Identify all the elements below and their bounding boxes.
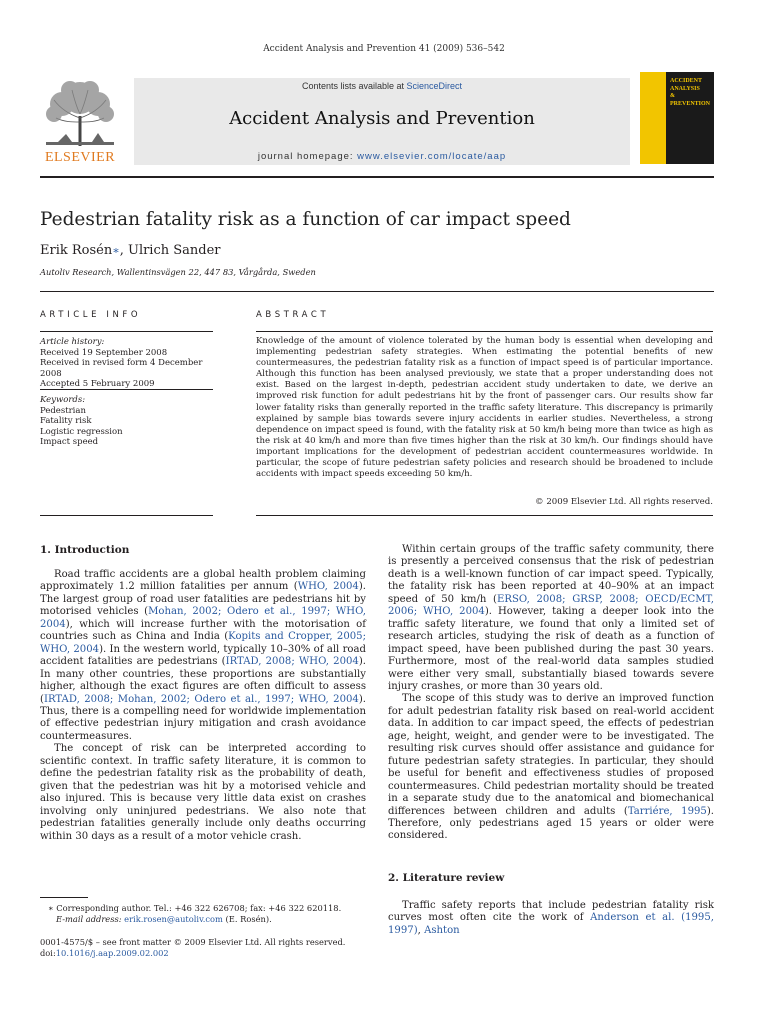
footnote-rule (40, 897, 88, 898)
doi-line: doi:10.1016/j.aap.2009.02.002 (40, 948, 169, 958)
citation-link[interactable]: Kopits and Cropper, 2005; WHO, 2004 (40, 631, 366, 655)
paragraph: The concept of risk can be interpreted according to scientific context. In traffic safety literature, it is common to define the pedestrian fatality risk as the probability of death, given that the pedestrian was hit by a motorised vehicle and also injured. This is because very little data exist on crashes involving only uninjured pedestrians. We also note that pedestrian fatalities generally include only deaths occurring within 30 days as a result of a motor vehicle crash. (40, 743, 366, 842)
citation-link[interactable]: Ashton (424, 924, 460, 936)
title-rule (40, 291, 714, 292)
authors-line (40, 243, 740, 258)
contents-prefix: Contents lists available at (301, 81, 407, 91)
journal-title: Accident Analysis and Prevention (229, 108, 535, 129)
paragraph: Road traffic accidents are a global health problem claiming approximately 1.2 million fatalities per annum (WHO, 2004). The largest group of road user fatalities are pedestrians hit by motorised vehicles (Mohan, 2002; Odero et al., 1997; WHO, 2004), which will increase further with the motorisation of countries such as China and India (Kopits and Cropper, 2005; WHO, 2004). In the western world, typically 10–30% of all road accident fatalities are pedestrians (IRTAD, 2008; WHO, 2004). In many other countries, these proportions are substantially higher, although the exact figures are often difficult to assess (IRTAD, 2008; Mohan, 2002; Odero et al., 1997; WHO, 2004). Thus, there is a compelling need for worldwide implementation of effective pedestrian injury mitigation and crash avoidance countermeasures. (40, 569, 366, 742)
abstract-text: Knowledge of the amount of violence tolerated by the human body is essential when developing and implementing pedestrian safety strategies. When estimating the potential benefits of new countermeasures, the pedestrian fatality risk as a function of impact speed is of particular importance. Although this function has been analysed previously, we state that a proper understanding does not exist. Based on the largest in-depth, pedestrian accident study undertaken to date, we derive an improved risk function for adult pedestrians hit by the front of passenger cars. Our results show far lower fatality risks than generally reported in the traffic safety literature. This discrepancy is primarily explained by sample bias towards severe injury accidents in earlier studies. Nevertheless, a strong dependence on impact speed is found, with the fatality risk at 50 km/h being more than twice as high as the risk at 40 km/h and more than five times higher than the risk at 30 km/h. Our findings should have important implications for the development of pedestrian accident countermeasures worldwide. In particular, the scope of future pedestrian safety policies and research should be broadened to include accidents with impact speeds exceeding 50 km/h. (256, 336, 713, 480)
keyword-item: Logistic regression (40, 426, 123, 437)
email-link[interactable]: erik.rosen@autoliv.com (124, 913, 223, 924)
citation-link[interactable]: IRTAD, 2008; WHO, 2004 (225, 656, 359, 668)
accepted-date: Accepted 5 February 2009 (40, 379, 155, 389)
homepage-line (134, 151, 630, 162)
sciencedirect-link[interactable]: ScienceDirect (406, 81, 463, 91)
copyright-notice: © 2009 Elsevier Ltd. All rights reserved. (535, 497, 713, 507)
body-column-right (388, 544, 714, 843)
section-heading-literature-review: 2. Literature review (388, 872, 505, 884)
cover-line: & (670, 93, 675, 99)
author-rosen[interactable]: Erik Rosén (40, 243, 113, 258)
literature-review-text (388, 900, 714, 937)
citation-link[interactable]: IRTAD, 2008; Mohan, 2002; Odero et al., 1997; WHO, 2004 (43, 693, 359, 705)
paragraph: Traffic safety reports that include pedestrian fatality risk curves most often cite the work of Anderson et al. (1995, 1997), Ashton (388, 900, 714, 936)
corresponding-author-mark[interactable]: ∗ (112, 244, 120, 257)
received-date: Received 19 September 2008 (40, 347, 168, 358)
cover-line: ANALYSIS (670, 85, 700, 92)
paragraph: Within certain groups of the traffic safety community, there is presently a perceived consensus that the risk of pedestrian death is a well-known function of car impact speed. Typically, the fatality risk has been reported at 40–90% at an impact speed of 50 km/h (ERSO, 2008; GRSP, 2008; OECD/ECMT, 2006; WHO, 2004). However, taking a deeper look into the traffic safety literature, we found that only a limited set of research articles, studying the risk of death as a function of impact speed, have been published during the past 30 years. Furthermore, most of the real-world data samples studied were either very small, substantially biased towards severe injury crashes, or more than 30 years old. (388, 544, 714, 692)
journal-citation: Accident Analysis and Prevention 41 (2009) 536–542 (263, 44, 505, 54)
cover-title (670, 78, 714, 108)
abstract-bottom-rule (256, 515, 713, 516)
email-label: E-mail address: (56, 913, 125, 924)
article-history (40, 337, 215, 390)
header-rule (40, 176, 714, 178)
cover-line: PREVENTION (670, 100, 711, 107)
issn-block (40, 937, 370, 959)
keywords (40, 395, 215, 448)
front-matter-line: 0001-4575/$ – see front matter © 2009 Elsevier Ltd. All rights reserved. (40, 937, 346, 947)
citation-link[interactable]: Anderson et al. (1995, 1997) (388, 912, 714, 936)
contents-line (134, 81, 630, 91)
author-sander: , Ulrich Sander (119, 243, 221, 258)
info-bottom-rule (40, 515, 213, 516)
history-label: Article history: (40, 337, 105, 347)
footnote-mark: ∗ (48, 903, 54, 913)
homepage-prefix: journal homepage: (257, 151, 358, 162)
article-title: Pedestrian fatality risk as a function of car impact speed (40, 209, 571, 230)
cover-line: ACCIDENT (670, 78, 703, 84)
keywords-rule (40, 389, 213, 390)
citation-link[interactable]: WHO, 2004 (297, 581, 359, 593)
citation-link[interactable]: Mohan, 2002; Odero et al., 1997; WHO, 2004 (40, 606, 366, 630)
publisher-wordmark: ELSEVIER (44, 150, 116, 165)
cover-yellow-strip (640, 72, 666, 164)
corresponding-author-footnote (40, 903, 370, 924)
footnote-email-line: E-mail address: erik.rosen@autoliv.com (E. Rosén). (56, 913, 272, 924)
footnote-line: ∗ Corresponding author. Tel.: +46 322 626708; fax: +46 322 620118. (48, 903, 342, 913)
keyword-item: Fatality risk (40, 416, 92, 426)
body-column-left (40, 569, 366, 843)
keywords-label: Keywords: (40, 395, 86, 405)
abstract-rule (256, 331, 713, 332)
citation-link[interactable]: Tarriére, 1995 (627, 805, 707, 817)
paragraph: The scope of this study was to derive an improved function for adult pedestrian fatality risk based on real-world accident data. In addition to car impact speed, the effects of pedestrian age, height, weight, and gender were to be investigated. The resulting risk curves should offer assistance and guidance for future pedestrian safety strategies. In particular, they should be useful for benefit and effectiveness studies of proposed countermeasures. Child pedestrian mortality should be treated in a separate study due to the anatomical and biomechanical differences between children and adults (Tarriére, 1995). Therefore, only pedestrians aged 15 years or older were considered. (388, 693, 714, 842)
article-info-heading: ARTICLE INFO (40, 310, 142, 320)
keyword-item: Impact speed (40, 437, 99, 447)
affiliation: Autoliv Research, Wallentinsvägen 22, 447 83, Vårgårda, Sweden (40, 267, 316, 277)
citation-link[interactable]: ERSO, 2008; GRSP, 2008; OECD/ECMT, 2006; WHO, 2004 (388, 593, 714, 618)
section-heading-introduction: 1. Introduction (40, 544, 130, 556)
doi-link[interactable]: 10.1016/j.aap.2009.02.002 (55, 948, 169, 958)
revised-date: Received in revised form 4 December 2008 (40, 358, 203, 379)
keyword-item: Pedestrian (40, 405, 86, 416)
journal-cover-thumbnail (640, 72, 714, 164)
homepage-link[interactable]: www.elsevier.com/locate/aap (357, 151, 507, 162)
abstract-heading: ABSTRACT (256, 310, 330, 320)
info-rule (40, 331, 213, 332)
